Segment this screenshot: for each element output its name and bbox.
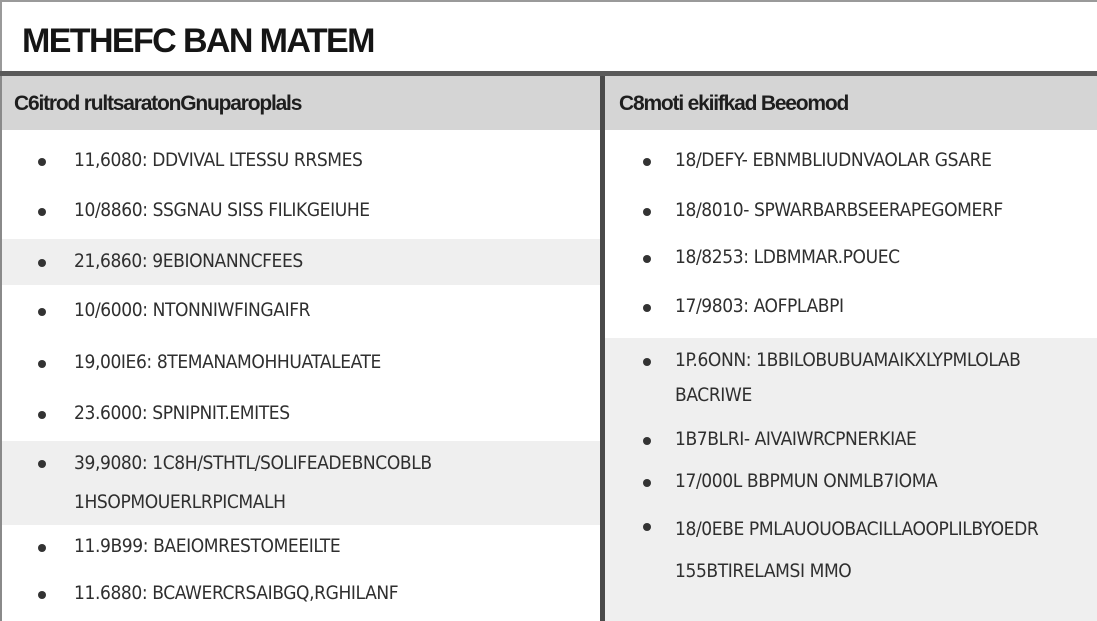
- list-item-text: 18/8253: LDBMMAR.POUEC: [675, 246, 900, 268]
- bullet-icon: [38, 360, 46, 368]
- list-item-text: 11.6880: BCAWERCRSAIBGQ,RGHILANF: [74, 582, 399, 604]
- bullet-icon: [38, 308, 46, 316]
- bullet-icon: [38, 591, 46, 599]
- list-item: [2, 130, 601, 180]
- list-item-text: 39,9080: 1C8H/STHTL/SOLIFEADEBNCOBLB: [74, 452, 432, 474]
- list-item-text: 11,6080: DDVIVAL LTESSU RRSMES: [74, 149, 363, 171]
- list-item: [2, 337, 601, 387]
- list-item-text: 1B7BLRI- AIVAIWRCPNERKIAE: [675, 428, 917, 450]
- bullet-icon: [38, 460, 46, 468]
- right-column-heading: C8moti ekiifkad Beeomod: [605, 76, 1097, 130]
- bullet-icon: [643, 523, 651, 531]
- bullet-icon: [643, 358, 651, 366]
- bullet-icon: [38, 544, 46, 552]
- bullet-icon: [38, 208, 46, 216]
- bullet-icon: [643, 304, 651, 312]
- list-item: [605, 463, 1097, 503]
- list-item: [605, 230, 1097, 280]
- list-item-text: 23.6000: SPNIPNIT.EMITES: [74, 402, 290, 424]
- list-item-text: 21,6860: 9EBIONANNCFEES: [74, 250, 303, 272]
- list-item-text-cont: 155BTIRELAMSI MMO: [675, 560, 852, 582]
- list-item: [605, 338, 1097, 423]
- bullet-icon: [643, 437, 651, 445]
- bullet-icon: [643, 479, 651, 487]
- list-item-text: 10/8860: SSGNAU SISS FILIKGEIUHE: [74, 199, 370, 221]
- list-item: [605, 423, 1097, 463]
- left-column: [0, 76, 601, 621]
- list-item: [605, 280, 1097, 338]
- list-item-text: 18/DEFY- EBNMBLIUDNVAOLAR GSARE: [675, 149, 992, 171]
- list-item-text: 18/0EBE PMLAUOUOBACILLAOOPLILBYOEDR: [675, 518, 1039, 540]
- list-item-text: 10/6000: NTONNIWFINGAIFR: [74, 299, 311, 321]
- left-column-list: [2, 130, 601, 621]
- bullet-icon: [643, 255, 651, 263]
- list-item-text-cont: 1HSOPMOUERLRPICMALH: [74, 491, 286, 513]
- right-column-list: [605, 130, 1097, 621]
- list-item-text: 17/000L BBPMUN ONMLB7IOMA: [675, 470, 938, 492]
- bullet-icon: [643, 158, 651, 166]
- list-item-text-cont: BACRIWE: [675, 384, 752, 406]
- list-item: [2, 285, 601, 337]
- list-item-text: 11.9B99: BAEIOMRESTOMEEILTE: [74, 535, 341, 557]
- bullet-icon: [38, 411, 46, 419]
- list-item: [2, 387, 601, 441]
- list-item: [2, 180, 601, 239]
- list-item: [605, 180, 1097, 230]
- title-bar: [0, 0, 1097, 73]
- list-item: [2, 441, 601, 525]
- list-item-text: 19,00IE6: 8TEMANAMOHHUATALEATE: [74, 351, 381, 373]
- list-item: [605, 503, 1097, 621]
- left-column-heading: C6itrod rultsaratonGnuparoplals: [2, 76, 601, 130]
- list-item-text: 1P.6ONN: 1BBILOBUBUAMAIKXLYPMLOLAB: [675, 349, 1021, 371]
- bullet-icon: [38, 259, 46, 267]
- list-item: [2, 575, 601, 621]
- list-item: [605, 130, 1097, 180]
- list-item: [2, 525, 601, 575]
- bullet-icon: [643, 208, 651, 216]
- right-column: [605, 76, 1097, 621]
- list-item-text: 17/9803: AOFPLABPI: [675, 295, 844, 317]
- bullet-icon: [38, 158, 46, 166]
- list-item-text: 18/8010- SPWARBARBSEERAPEGOMERF: [675, 199, 1003, 221]
- list-item: [2, 239, 601, 285]
- page-title: METHEFC BAN MATEM: [22, 22, 374, 60]
